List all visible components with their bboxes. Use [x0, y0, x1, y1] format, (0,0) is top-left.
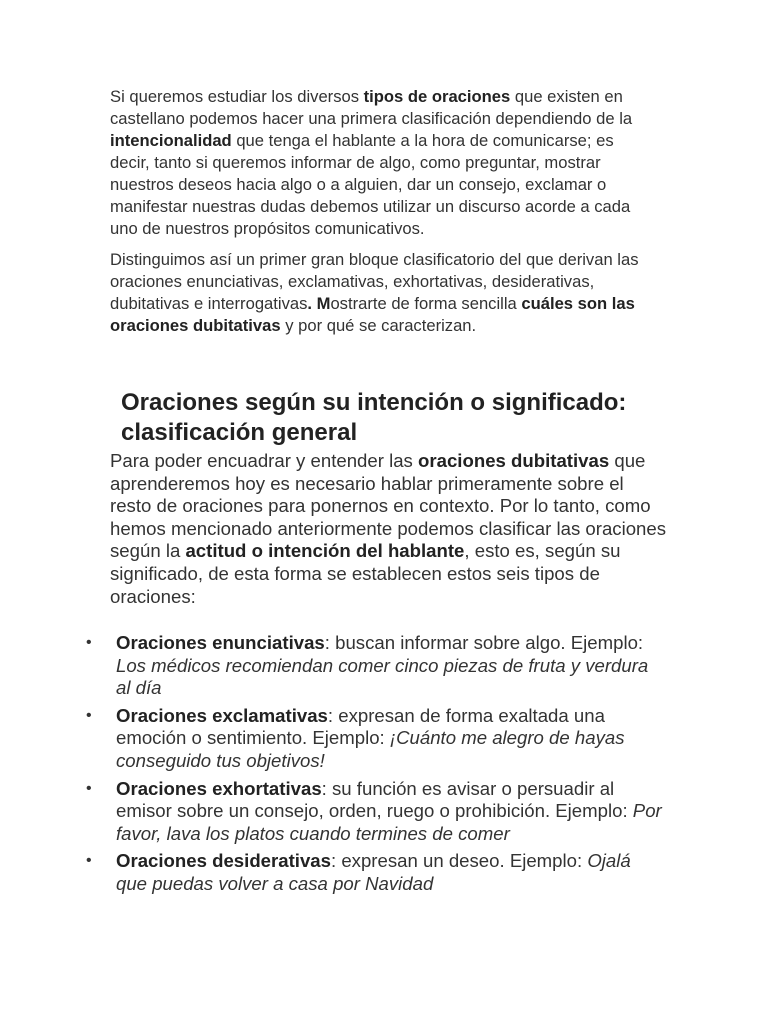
section-paragraph: [110, 450, 670, 608]
list-term: Oraciones exclamativas: [116, 704, 328, 726]
text-run: que existen en castellano podemos hacer una primera clasificación dependiendo de la: [110, 87, 633, 128]
list-example: Ojalá que puedas volver a casa por Navidad: [116, 850, 631, 894]
text-run: Distinguimos así un primer gran bloque clasificatorio del que derivan las oraciones enunciativas, exclamativas, exhortativas, desiderativas, dubitativas e interrogativas: [110, 250, 639, 313]
list-description: : su función es avisar o persuadir al emisor sobre un consejo, orden, ruego o prohibición. Ejemplo:: [116, 777, 633, 822]
text-run: Si queremos estudiar los diversos: [110, 87, 364, 106]
bold-phrase: . M: [307, 294, 331, 313]
bullet-icon: •: [86, 706, 92, 724]
list-term: Oraciones exhortativas: [116, 777, 322, 799]
list-description: : expresan de forma exaltada una emoción o sentimiento. Ejemplo:: [116, 704, 605, 749]
list-example: Por favor, lava los platos cuando termines de comer: [116, 800, 662, 844]
list-item: [86, 850, 666, 895]
list-description: : buscan informar sobre algo. Ejemplo:: [324, 632, 644, 653]
list-description: : expresan un deseo. Ejemplo:: [330, 850, 588, 872]
text-run: que tenga el hablante a la hora de comunicarse; es decir, tanto si queremos informar de algo, como preguntar, mostrar nuestros deseos hacia algo o a alguien, dar un consejo, exclamar o manifestar nuestras dudas debemos utilizar un discurso acorde a cada uno de nuestros propósitos comunicativos.: [110, 131, 631, 238]
list-example: ¡Cuánto me alegro de hayas conseguido tus objetivos!: [116, 727, 625, 771]
intro-text: [110, 86, 650, 346]
list-example: Los médicos recomiendan comer cinco piezas de fruta y verdura al día: [116, 654, 649, 699]
text-run: y por qué se caracterizan.: [280, 316, 477, 335]
bold-phrase: oraciones dubitativas: [418, 450, 610, 471]
list-item: [86, 632, 666, 700]
intro-paragraph-2: [110, 249, 650, 337]
bold-phrase: cuáles son las oraciones dubitativas: [110, 294, 635, 335]
bold-phrase: tipos de oraciones: [363, 87, 511, 106]
text-run: , esto es, según su significado, de esta forma se establecen estos seis tipos de oraciones:: [110, 540, 621, 607]
bullet-icon: •: [86, 634, 92, 651]
list-term: Oraciones desiderativas: [116, 850, 331, 872]
bold-phrase: intencionalidad: [110, 131, 232, 150]
sentence-types-list: [86, 632, 666, 901]
section-heading: Oraciones según su intención o significado: clasificación general: [121, 389, 627, 446]
text-run: Para poder encuadrar y entender las: [110, 450, 419, 471]
bullet-icon: •: [86, 852, 92, 870]
bold-phrase: actitud o intención del hablante: [185, 540, 465, 562]
list-item: [86, 705, 666, 773]
list-item: [86, 778, 666, 846]
text-run: ostrarte de forma sencilla: [330, 294, 522, 313]
text-run: que aprenderemos hoy es necesario hablar primeramente sobre el resto de oraciones para ponernos en contexto. Por lo tanto, como hemos mencionado anteriormente podemos clasificar las oraciones según la: [110, 450, 667, 562]
list-term: Oraciones enunciativas: [116, 632, 325, 653]
intro-paragraph-1: [110, 86, 650, 240]
bullet-icon: •: [86, 779, 92, 797]
